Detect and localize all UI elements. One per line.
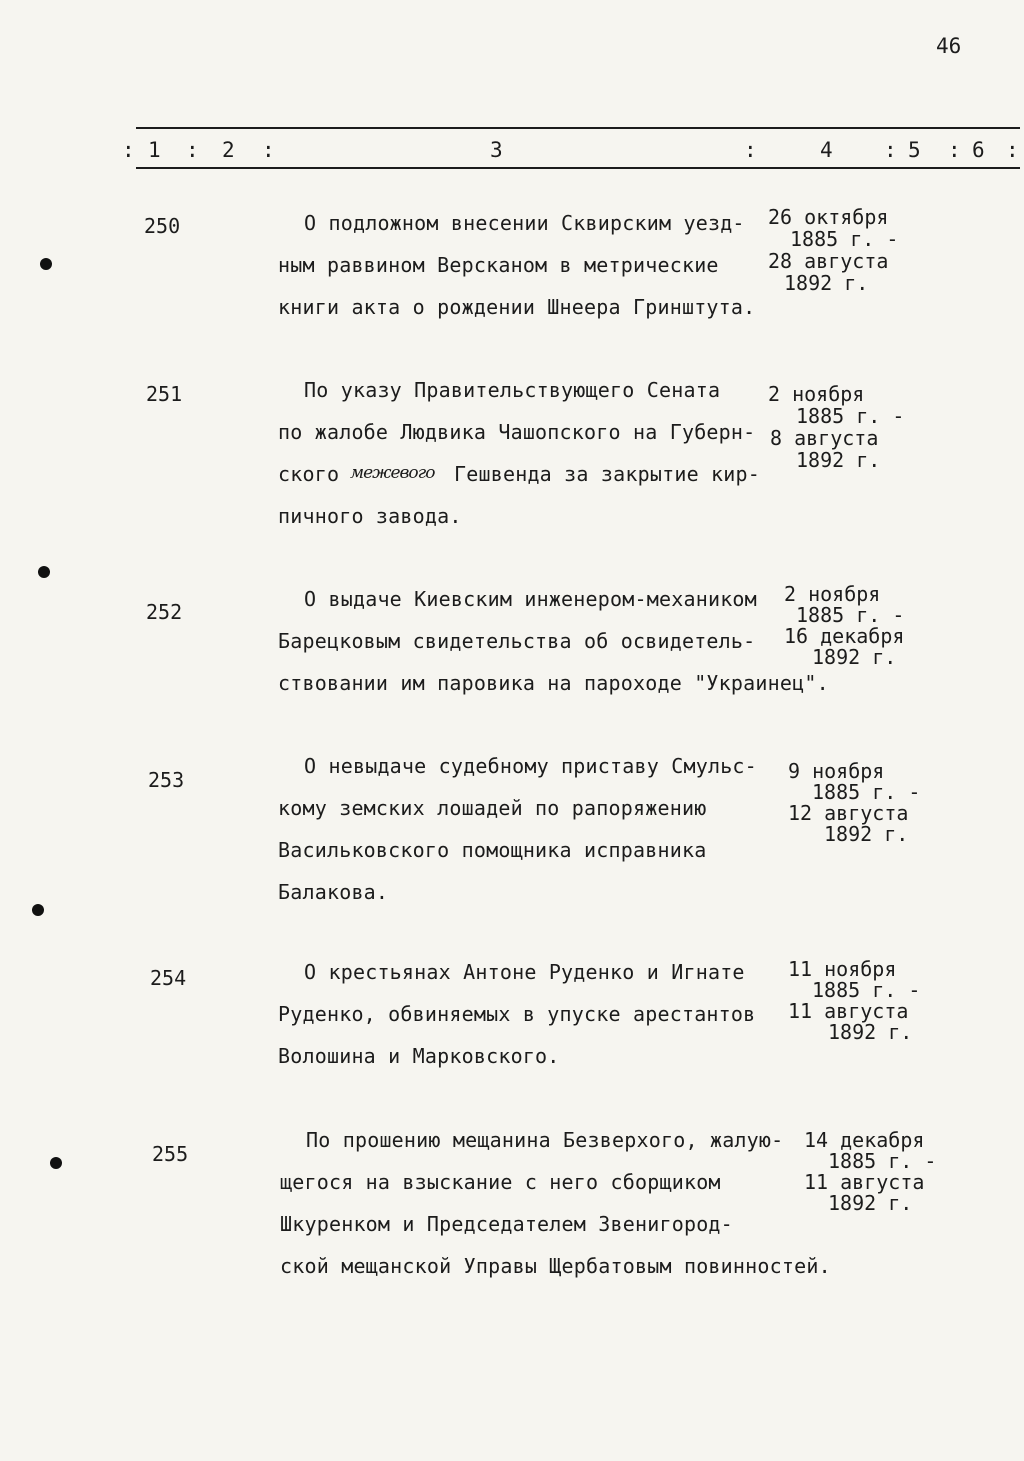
date-end-year: 1892 г. bbox=[796, 448, 881, 472]
binding-hole bbox=[50, 1157, 62, 1169]
column-header-5: 5 bbox=[908, 138, 921, 162]
header-rule-bottom bbox=[136, 167, 1020, 169]
entry-text-line: Гешвенда за закрытие кир- bbox=[454, 462, 761, 486]
entry-text-line: Руденко, обвиняемых в упуске арестантов bbox=[278, 1002, 756, 1026]
date-start: 26 октября bbox=[768, 205, 889, 229]
entry-text-line: Волошина и Марковского. bbox=[278, 1044, 560, 1068]
date-start-year: 1885 г. - bbox=[796, 603, 905, 627]
column-separator: : bbox=[744, 138, 757, 162]
column-header-3: 3 bbox=[490, 138, 503, 162]
date-end: 8 августа bbox=[770, 426, 879, 450]
column-separator: : bbox=[1006, 138, 1019, 162]
entry-number: 254 bbox=[150, 966, 187, 990]
date-end: 16 декабря bbox=[784, 624, 905, 648]
date-end-year: 1892 г. bbox=[828, 1191, 913, 1215]
date-start: 14 декабря bbox=[804, 1128, 925, 1152]
entry-text-line: по жалобе Людвика Чашопского на Губерн- bbox=[278, 420, 756, 444]
binding-hole bbox=[38, 566, 50, 578]
column-separator: : bbox=[884, 138, 897, 162]
column-header-6: 6 bbox=[972, 138, 985, 162]
entry-text-line: Балакова. bbox=[278, 880, 389, 904]
date-start: 9 ноября bbox=[788, 759, 885, 783]
column-header-4: 4 bbox=[820, 138, 833, 162]
entry-text-line: ствовании им паровика на пароходе "Украинец". bbox=[278, 671, 829, 695]
entry-text-line: книги акта о рождении Шнеера Гринштута. bbox=[278, 295, 756, 319]
column-header-1: 1 bbox=[148, 138, 161, 162]
date-start-year: 1885 г. - bbox=[812, 978, 921, 1002]
entry-text-line: Васильковского помощника исправника bbox=[278, 838, 707, 862]
entry-text-line: ской мещанской Управы Щербатовым повинностей. bbox=[280, 1254, 831, 1278]
entry-text-line: О невыдаче судебному приставу Смульс- bbox=[304, 754, 757, 778]
date-end: 11 августа bbox=[804, 1170, 925, 1194]
date-end-year: 1892 г. bbox=[784, 271, 869, 295]
column-separator: : bbox=[948, 138, 961, 162]
date-end: 11 августа bbox=[788, 999, 909, 1023]
date-end-year: 1892 г. bbox=[812, 645, 897, 669]
date-start-year: 1885 г. - bbox=[828, 1149, 937, 1173]
date-start: 2 ноября bbox=[784, 582, 881, 606]
handwritten-insertion: межевого bbox=[350, 463, 435, 483]
column-header-2: 2 bbox=[222, 138, 235, 162]
entry-text-line: О крестьянах Антоне Руденко и Игнате bbox=[304, 960, 745, 984]
date-start-year: 1885 г. - bbox=[812, 780, 921, 804]
page-number: 46 bbox=[936, 34, 962, 58]
entry-number: 251 bbox=[146, 382, 183, 406]
entry-text-line: пичного завода. bbox=[278, 504, 462, 528]
date-start-year: 1885 г. - bbox=[796, 404, 905, 428]
entry-text-line: О подложном внесении Сквирским уезд- bbox=[304, 211, 745, 235]
date-end-year: 1892 г. bbox=[828, 1020, 913, 1044]
date-end: 28 августа bbox=[768, 249, 889, 273]
date-start: 2 ноября bbox=[768, 382, 865, 406]
entry-text-line: ным раввином Версканом в метрические bbox=[278, 253, 719, 277]
column-separator: : bbox=[262, 138, 275, 162]
date-end-year: 1892 г. bbox=[824, 822, 909, 846]
column-separator: : bbox=[186, 138, 199, 162]
binding-hole bbox=[32, 904, 44, 916]
column-separator: : bbox=[122, 138, 135, 162]
entry-number: 250 bbox=[144, 214, 181, 238]
entry-text-line: Барецковым свидетельства об освидетель- bbox=[278, 629, 756, 653]
header-rule-top bbox=[136, 127, 1020, 129]
entry-text-line: кому земских лошадей по рапоряжению bbox=[278, 796, 707, 820]
entry-number: 253 bbox=[148, 768, 185, 792]
entry-text-line: щегося на взыскание с него сборщиком bbox=[280, 1170, 721, 1194]
entry-number: 255 bbox=[152, 1142, 189, 1166]
entry-text-line: Шкуренком и Председателем Звенигород- bbox=[280, 1212, 733, 1236]
entry-text-line: ского bbox=[278, 462, 340, 486]
entry-text-line: О выдаче Киевским инженером-механиком bbox=[304, 587, 757, 611]
entry-text-line: По прошению мещанина Безверхого, жалую- bbox=[306, 1128, 784, 1152]
date-start: 11 ноября bbox=[788, 957, 897, 981]
date-start-year: 1885 г. - bbox=[790, 227, 899, 251]
binding-hole bbox=[40, 258, 52, 270]
date-end: 12 августа bbox=[788, 801, 909, 825]
entry-text-line: По указу Правительствующего Сената bbox=[304, 378, 721, 402]
entry-number: 252 bbox=[146, 600, 183, 624]
